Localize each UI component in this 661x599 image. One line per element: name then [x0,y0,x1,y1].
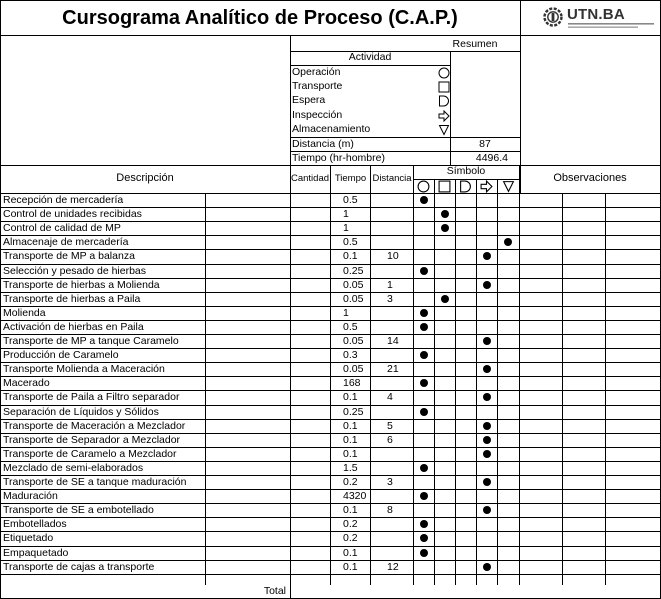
grid-line [520,0,521,35]
quantity-header: Cantidad [290,173,330,184]
row-time: 0.5 [343,320,358,333]
row-description: Transporte de Separador a Mezclador [3,433,181,446]
description-header: Descripción [116,172,174,184]
logo-wordmark: UTN.BA [567,6,625,23]
row-description: Transporte de Caramelo a Mezclador [3,447,177,460]
grid-line [0,0,1,599]
symbol-dot [420,549,428,557]
row-time: 0.5 [343,236,358,249]
row-time: 0.25 [343,264,364,277]
activity-label: Operación [292,66,341,78]
row-time: 0.5 [343,194,358,206]
grid-line [0,531,661,532]
symbol-dot [483,281,491,289]
circle-icon [438,67,450,79]
row-description: Recepción de mercadería [3,194,124,206]
row-time: 0.2 [343,532,358,545]
symbol-dot [483,563,491,571]
grid-line [0,35,661,36]
grid-line [562,193,563,585]
row-distance: 21 [387,363,399,376]
summary-header: Resumen [452,38,498,50]
grid-line [519,165,520,585]
row-time: 0.1 [343,447,358,460]
page-title: Cursograma Analítico de Proceso (C.A.P.) [62,7,458,29]
time-header: Tiempo [334,173,367,184]
row-time: 0.1 [343,391,358,404]
grid-line [0,489,661,490]
row-description: Transporte de Maceración a Mezclador [3,419,186,432]
grid-line [330,165,331,585]
d-shape-icon [438,95,450,107]
symbol-dot [483,393,491,401]
row-time: 168 [343,377,361,390]
symbol-dot [504,238,512,246]
activity-label: Espera [292,94,326,107]
row-description: Mezclado de semi-elaborados [3,461,144,474]
symbol-dot [420,379,428,387]
symbol-dot [483,478,491,486]
row-time: 0.1 [343,504,358,517]
grid-line [476,179,477,585]
symbol-dot [420,323,428,331]
row-time: 0.05 [343,292,364,305]
gear-icon [543,7,563,27]
symbol-dot [441,295,449,303]
row-distance: 10 [387,250,399,263]
row-distance: 8 [387,504,393,517]
row-description: Empaquetado [3,546,69,559]
activity-label: Transporte [292,80,343,93]
symbol-dot [420,520,428,528]
symbol-dot [420,492,428,500]
symbol-dot [483,450,491,458]
grid-line [205,193,206,585]
row-description: Macerado [3,377,50,390]
total-label: Total [263,585,286,597]
row-description: Transporte de SE a embotellado [3,504,154,517]
row-time: 0.05 [343,335,364,347]
grid-line [370,165,371,585]
row-description: Transporte de MP a tanque Caramelo [3,335,179,347]
row-time: 0.1 [343,546,358,559]
row-distance: 6 [387,433,393,446]
row-description: Transporte de hierbas a Paila [3,292,141,305]
symbol-dot [483,422,491,430]
symbol-dot [483,506,491,514]
row-description: Transporte de cajas a transporte [3,560,155,573]
d-shape-icon [459,180,472,193]
symbol-dot [420,534,428,542]
row-description: Transporte Molienda a Maceración [3,363,165,376]
observations-header: Observaciones [553,172,627,184]
row-time: 1 [343,222,349,235]
row-distance: 4 [387,391,393,404]
row-description: Maduración [3,490,58,503]
triangle-down-icon [502,180,515,193]
row-distance: 12 [387,560,399,573]
symbol-dot [420,196,428,204]
utn-logo [543,5,655,31]
row-description: Separación de Líquidos y Sólidos [3,405,159,418]
row-time: 0.05 [343,278,364,291]
row-time: 0.2 [343,518,358,531]
row-description: Etiquetado [3,532,54,545]
symbol-header: Símbolo [446,165,486,177]
row-description: Control de calidad de MP [3,222,121,235]
grid-line [605,193,606,585]
circle-icon [417,180,430,193]
symbol-dot [420,267,428,275]
square-icon [438,180,451,193]
distance-total: 87 [479,138,491,150]
symbol-dot [483,337,491,345]
row-description: Selección y pesado de hierbas [3,264,147,277]
row-time: 1 [343,208,349,221]
row-time: 0.3 [343,349,358,362]
row-distance: 14 [387,335,399,347]
symbol-dot [420,408,428,416]
row-time: 0.05 [343,363,364,376]
symbol-dot [441,224,449,232]
row-time: 1 [343,306,349,319]
activity-label: Almacenamiento [292,122,371,135]
symbol-dot [483,436,491,444]
row-description: Producción de Caramelo [3,349,119,362]
symbol-dot [483,365,491,373]
row-description: Transporte de Paila a Filtro separador [3,391,180,404]
time-label: Tiempo (hr-hombre) [292,152,385,164]
grid-line [434,179,435,585]
square-icon [438,81,450,93]
row-time: 0.25 [343,405,364,418]
row-time: 0.1 [343,433,358,446]
row-description: Transporte de SE a tanque maduración [3,476,187,488]
grid-line [413,165,414,585]
distance-label: Distancia (m) [292,138,354,150]
grid-line [0,546,661,547]
arrow-right-icon [438,110,450,122]
symbol-dot [420,309,428,317]
logo-tagline-icon [568,23,654,29]
symbol-dot [441,210,449,218]
row-description: Embotellados [3,518,67,531]
row-description: Activación de hierbas en Paila [3,320,144,333]
distance-header: Distancia [372,173,412,184]
symbol-dot [420,351,428,359]
grid-line [0,574,661,575]
row-time: 0.1 [343,250,358,263]
row-description: Control de unidades recibidas [3,208,142,221]
activity-label: Inspección [292,108,343,121]
row-distance: 5 [387,419,393,432]
row-description: Almacenaje de mercadería [3,236,129,249]
grid-line [0,0,661,1]
row-time: 4320 [343,490,367,503]
grid-line [497,179,498,585]
row-time: 0.1 [343,419,358,432]
row-description: Transporte de hierbas a Molienda [3,278,160,291]
activity-header: Actividad [348,51,392,63]
grid-line [0,306,661,307]
grid-line [455,179,456,585]
symbol-dot [483,252,491,260]
row-distance: 3 [387,292,393,305]
row-description: Transporte de MP a balanza [3,250,135,263]
row-distance: 3 [387,476,393,488]
row-time: 1.5 [343,461,358,474]
time-total: 4496.4 [475,152,508,164]
row-time: 0.2 [343,476,358,488]
row-distance: 1 [387,278,393,291]
symbol-dot [420,464,428,472]
grid-line [290,35,291,599]
row-description: Molienda [3,306,46,319]
arrow-right-icon [480,180,493,193]
grid-line [520,35,521,193]
row-time: 0.1 [343,560,358,573]
triangle-down-icon [438,124,450,136]
